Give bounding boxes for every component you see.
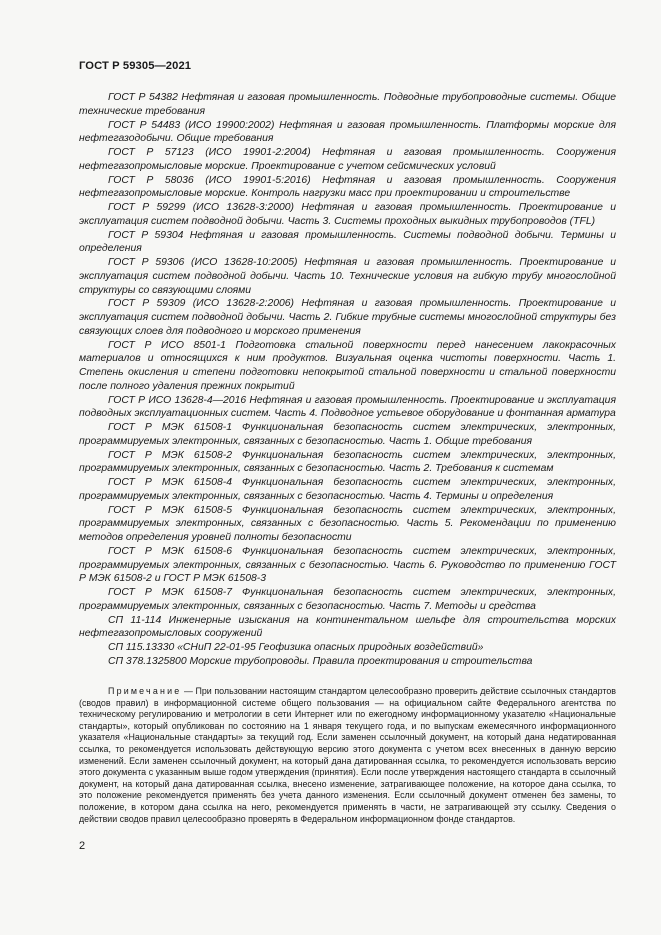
- page-number: 2: [79, 840, 86, 852]
- reference-item: ГОСТ Р МЭК 61508-7 Функциональная безопасность систем электрических, электронных, программируемых электронных, связанных с безопасностью. Часть 7. Методы и средства: [79, 587, 616, 612]
- reference-item: ГОСТ Р МЭК 61508-5 Функциональная безопасность систем электрических, электронных, программируемых электронных, связанных с безопасностью. Часть 5. Рекомендации по применению методов определения уровней полноты безопасности: [79, 504, 616, 543]
- note-label: Примечание: [108, 686, 182, 696]
- reference-item: ГОСТ Р МЭК 61508-1 Функциональная безопасность систем электрических, электронных, программируемых электронных, связанных с безопасностью. Часть 1. Общие требования: [79, 422, 616, 447]
- reference-item: ГОСТ Р 58036 (ИСО 19901-5:2016) Нефтяная и газовая промышленность. Сооружения нефтегазопромысловые морские. Контроль нагрузки масс при проектировании и строительстве: [79, 174, 616, 200]
- reference-item: ГОСТ Р МЭК 61508-6 Функциональная безопасность систем электрических, электронных, программируемых электронных, связанных с безопасностью. Часть 6. Руководство по применению ГОСТ Р МЭК 61508-2 и ГОСТ Р МЭК 61508-3: [79, 545, 616, 585]
- reference-item: ГОСТ Р 54382 Нефтяная и газовая промышленность. Подводные трубопроводные системы. Общие технические требования: [79, 92, 616, 117]
- reference-item: ГОСТ Р МЭК 61508-4 Функциональная безопасность систем электрических, электронных, программируемых электронных, связанных с безопасностью. Часть 4. Термины и определения: [79, 477, 616, 502]
- reference-item: СП 115.13330 «СНиП 22-01-95 Геофизика опасных природных воздействий»: [108, 642, 484, 653]
- reference-item: ГОСТ Р 59304 Нефтяная и газовая промышленность. Системы подводной добычи. Термины и определения: [79, 229, 616, 255]
- note-paragraph: [79, 686, 616, 825]
- reference-item: ГОСТ Р 59299 (ИСО 13628-3:2000) Нефтяная и газовая промышленность. Проектирование и эксплуатация систем подводной добычи. Часть 3. Системы проходных выкидных трубопроводов (TFL): [79, 202, 616, 227]
- note-text: — При пользовании настоящим стандартом целесообразно проверить действие ссылочных стандартов (сводов правил) в информационной системе общего пользования — на официальном сайте Федерального агентства по техническому регулированию и метрологии в сети Интернет или по ежегодному информационному указателю «Национальные стандарты», который опубликован по состоянию на 1 января текущего года, и по выпускам ежемесячного информационного указателя «Национальные стандарты» за текущий год. Если заменен ссылочный документ, на который дана недатированная ссылка, то рекомендуется использовать действующую версию этого документа с учетом всех внесенных в данную версию изменений. Если заменен ссылочный документ, на который дана датированная ссылка, то рекомендуется использовать версию этого документа с указанным выше годом утверждения (принятия). Если после утверждения настоящего стандарта в ссылочный документ, на который дана датированная ссылка, внесено изменение, затрагивающее положение, на которое дана ссылка, то это положение рекомендуется применять без учета данного изменения. Если ссылочный документ отменен без замены, то положение, в котором дана ссылка на него, рекомендуется применять в части, не затрагивающей эту ссылку. Сведения о действии сводов правил целесообразно проверять в Федеральном информационном фонде стандартов.: [79, 686, 616, 824]
- reference-item: СП 378.1325800 Морские трубопроводы. Правила проектирования и строительства: [108, 655, 533, 667]
- reference-item: ГОСТ Р 59306 (ИСО 13628-10:2005) Нефтяная и газовая промышленность. Проектирование и эксплуатация систем подводной добычи. Часть 10. Технические условия на гибкую трубу многослойной структуры со связующими слоями: [79, 257, 616, 296]
- reference-item: ГОСТ Р ИСО 8501-1 Подготовка стальной поверхности перед нанесением лакокрасочных материалов и относящихся к ним продуктов. Визуальная оценка чистоты поверхности. Часть 1. Степень окисления и степени подготовки непокрытой стальной поверхности и стальной поверхности после полного удаления прежних покрытий: [79, 339, 616, 392]
- page-header: ГОСТ Р 59305—2021: [79, 60, 192, 72]
- reference-item: ГОСТ Р 59309 (ИСО 13628-2:2006) Нефтяная и газовая промышленность. Проектирование и эксплуатация систем подводной добычи. Часть 2. Гибкие трубные системы многослойной структуры без связующих слоев для подводного и морского применения: [79, 298, 616, 337]
- reference-item: ГОСТ Р МЭК 61508-2 Функциональная безопасность систем электрических, электронных, программируемых электронных, связанных с безопасностью. Часть 2. Требования к системам: [79, 449, 616, 475]
- normative-references-list: [79, 91, 616, 669]
- reference-item: СП 11-114 Инженерные изыскания на континентальном шельфе для строительства морских нефтегазопромысловых сооружений: [79, 614, 616, 640]
- reference-item: ГОСТ Р 54483 (ИСО 19900:2002) Нефтяная и газовая промышленность. Платформы морские для нефтегазодобычи. Общие требования: [79, 119, 616, 145]
- reference-item: ГОСТ Р ИСО 13628-4—2016 Нефтяная и газовая промышленность. Проектирование и эксплуатация подводных эксплуатационных систем. Часть 4. Подводное устьевое оборудование и фонтанная арматура: [79, 394, 616, 420]
- reference-item: ГОСТ Р 57123 (ИСО 19901-2:2004) Нефтяная и газовая промышленность. Сооружения нефтегазопромысловые морские. Проектирование с учетом сейсмических условий: [79, 147, 616, 172]
